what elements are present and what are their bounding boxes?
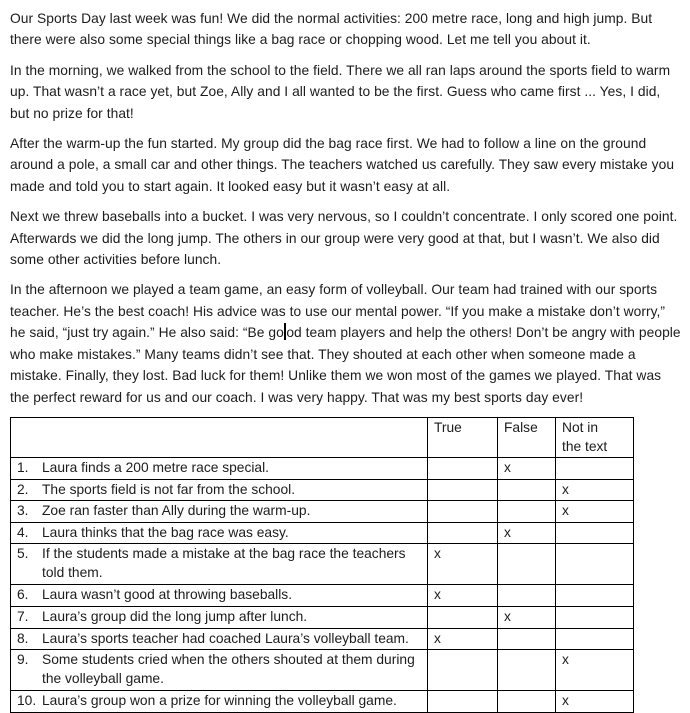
false-cell-7[interactable]: x — [498, 607, 556, 629]
table-row-1 — [11, 458, 634, 480]
statement-text: Some students cried when the others shouted at them during the volleyball game. — [42, 652, 415, 686]
table-row-7 — [11, 607, 634, 629]
statement-number: 1. — [17, 460, 29, 476]
true-cell-6[interactable]: x — [428, 585, 498, 607]
true-cell-10[interactable] — [428, 691, 498, 713]
statement-text: Laura thinks that the bag race was easy. — [42, 524, 289, 540]
false-cell-5[interactable] — [498, 544, 556, 585]
header-false[interactable]: False — [498, 417, 556, 457]
table-row-9 — [11, 650, 634, 691]
table-row-8 — [11, 628, 634, 650]
false-cell-10[interactable] — [498, 691, 556, 713]
true-cell-5[interactable]: x — [428, 544, 498, 585]
header-true[interactable]: True — [428, 417, 498, 457]
statement-cell-4[interactable] — [11, 522, 428, 544]
true-cell-4[interactable] — [428, 522, 498, 544]
not-in-text-cell-8[interactable] — [556, 628, 634, 650]
not-in-text-cell-4[interactable] — [556, 522, 634, 544]
not-in-text-cell-6[interactable] — [556, 585, 634, 607]
statement-cell-7[interactable] — [11, 607, 428, 629]
statement-text: The sports field is not far from the school. — [42, 481, 296, 497]
statement-text: If the students made a mistake at the bag race the teachers told them. — [42, 546, 406, 581]
statement-number: 7. — [17, 609, 29, 625]
paragraph-5-text-after-cursor: od team players and help the others! Don’t be angry with people who make mistakes.” Many teams didn’t see that. They shouted at each other when someone made a mistake. Finally, they lost. Bad luck for them! Unlike them we won most of the games we played. That was the perfect reward for us and our coach. I was very happy. That was my best sports day ever! — [10, 325, 681, 405]
false-cell-6[interactable] — [498, 585, 556, 607]
paragraph-3[interactable]: After the warm-up the fun started. My group did the bag race first. We had to follow a line on the ground around a pole, a small car and other things. The teachers watched us carefully. They saw every mistake you made and told you to start again. It looked easy but it wasn’t easy at all. — [10, 136, 675, 194]
false-cell-2[interactable] — [498, 479, 556, 501]
false-cell-9[interactable] — [498, 650, 556, 691]
statement-cell-3[interactable] — [11, 501, 428, 523]
statement-text: Laura’s group won a prize for winning the volleyball game. — [42, 693, 397, 709]
paragraph-5-text-before-cursor: In the afternoon we played a team game, an easy form of volleyball. Our team had trained with our sports teacher. He’s the best coach! His advice was to use our mental power. “If you make a mistake don’t worry,” he said, “just try again.” He also said: “Be go — [10, 282, 666, 341]
statement-text: Zoe ran faster than Ally during the warm-up. — [42, 503, 311, 519]
statement-cell-8[interactable] — [11, 628, 428, 650]
false-cell-8[interactable] — [498, 628, 556, 650]
true-cell-8[interactable]: x — [428, 628, 498, 650]
header-statement[interactable] — [11, 417, 428, 457]
false-cell-1[interactable]: x — [498, 458, 556, 480]
table-row-5 — [11, 544, 634, 585]
true-cell-2[interactable] — [428, 479, 498, 501]
true-cell-7[interactable] — [428, 607, 498, 629]
table-header-row — [11, 417, 634, 457]
statement-cell-6[interactable] — [11, 585, 428, 607]
not-in-text-cell-7[interactable] — [556, 607, 634, 629]
statement-text: Laura’s group did the long jump after lunch. — [42, 609, 308, 625]
table-row-3 — [11, 501, 634, 523]
true-cell-9[interactable] — [428, 650, 498, 691]
statement-cell-5[interactable] — [11, 544, 428, 585]
statement-text: Laura finds a 200 metre race special. — [42, 460, 270, 476]
false-cell-4[interactable]: x — [498, 522, 556, 544]
table-row-2 — [11, 479, 634, 501]
statement-cell-1[interactable] — [11, 458, 428, 480]
statement-number: 2. — [17, 481, 29, 497]
statement-cell-2[interactable] — [11, 479, 428, 501]
header-not-in-text[interactable]: Not in the text — [556, 417, 634, 457]
statement-number: 5. — [17, 546, 29, 562]
true-false-table — [10, 417, 634, 713]
true-cell-1[interactable] — [428, 458, 498, 480]
not-in-text-cell-3[interactable]: x — [556, 501, 634, 523]
not-in-text-cell-10[interactable]: x — [556, 691, 634, 713]
table-row-4 — [11, 522, 634, 544]
table-row-6 — [11, 585, 634, 607]
statement-number: 9. — [17, 652, 29, 668]
statement-text: Laura’s sports teacher had coached Laura’s volleyball team. — [42, 630, 409, 646]
statement-number: 6. — [17, 587, 29, 603]
not-in-text-cell-1[interactable] — [556, 458, 634, 480]
statement-cell-10[interactable] — [11, 691, 428, 713]
statement-number: 3. — [17, 503, 29, 519]
statement-cell-9[interactable] — [11, 650, 428, 691]
paragraph-5[interactable] — [10, 279, 681, 407]
paragraph-1[interactable]: Our Sports Day last week was fun! We did the normal activities: 200 metre race, long and high jump. But there were also some special things like a bag race or chopping wood. Let me tell you about it. — [10, 11, 653, 48]
not-in-text-cell-2[interactable]: x — [556, 479, 634, 501]
table-row-10 — [11, 691, 634, 713]
paragraph-4[interactable]: Next we threw baseballs into a bucket. I was very nervous, so I couldn’t concentrate. I only scored one point. Afterwards we did the long jump. The others in our group were very good at that, but I wasn’t. We also did some other activities before lunch. — [10, 209, 678, 268]
statement-number: 4. — [17, 524, 29, 540]
paragraph-2[interactable]: In the morning, we walked from the school to the field. There we all ran laps around the sports field to warm up. That wasn’t a race yet, but Zoe, Ally and I all wanted to be the first. Guess who came first ... Yes, I did, but no prize for that! — [10, 62, 671, 121]
statement-number: 8. — [17, 630, 29, 646]
false-cell-3[interactable] — [498, 501, 556, 523]
true-cell-3[interactable] — [428, 501, 498, 523]
statement-text: Laura wasn’t good at throwing baseballs. — [42, 587, 293, 603]
not-in-text-cell-9[interactable]: x — [556, 650, 634, 691]
statement-number: 10. — [17, 693, 37, 709]
not-in-text-cell-5[interactable] — [556, 544, 634, 585]
